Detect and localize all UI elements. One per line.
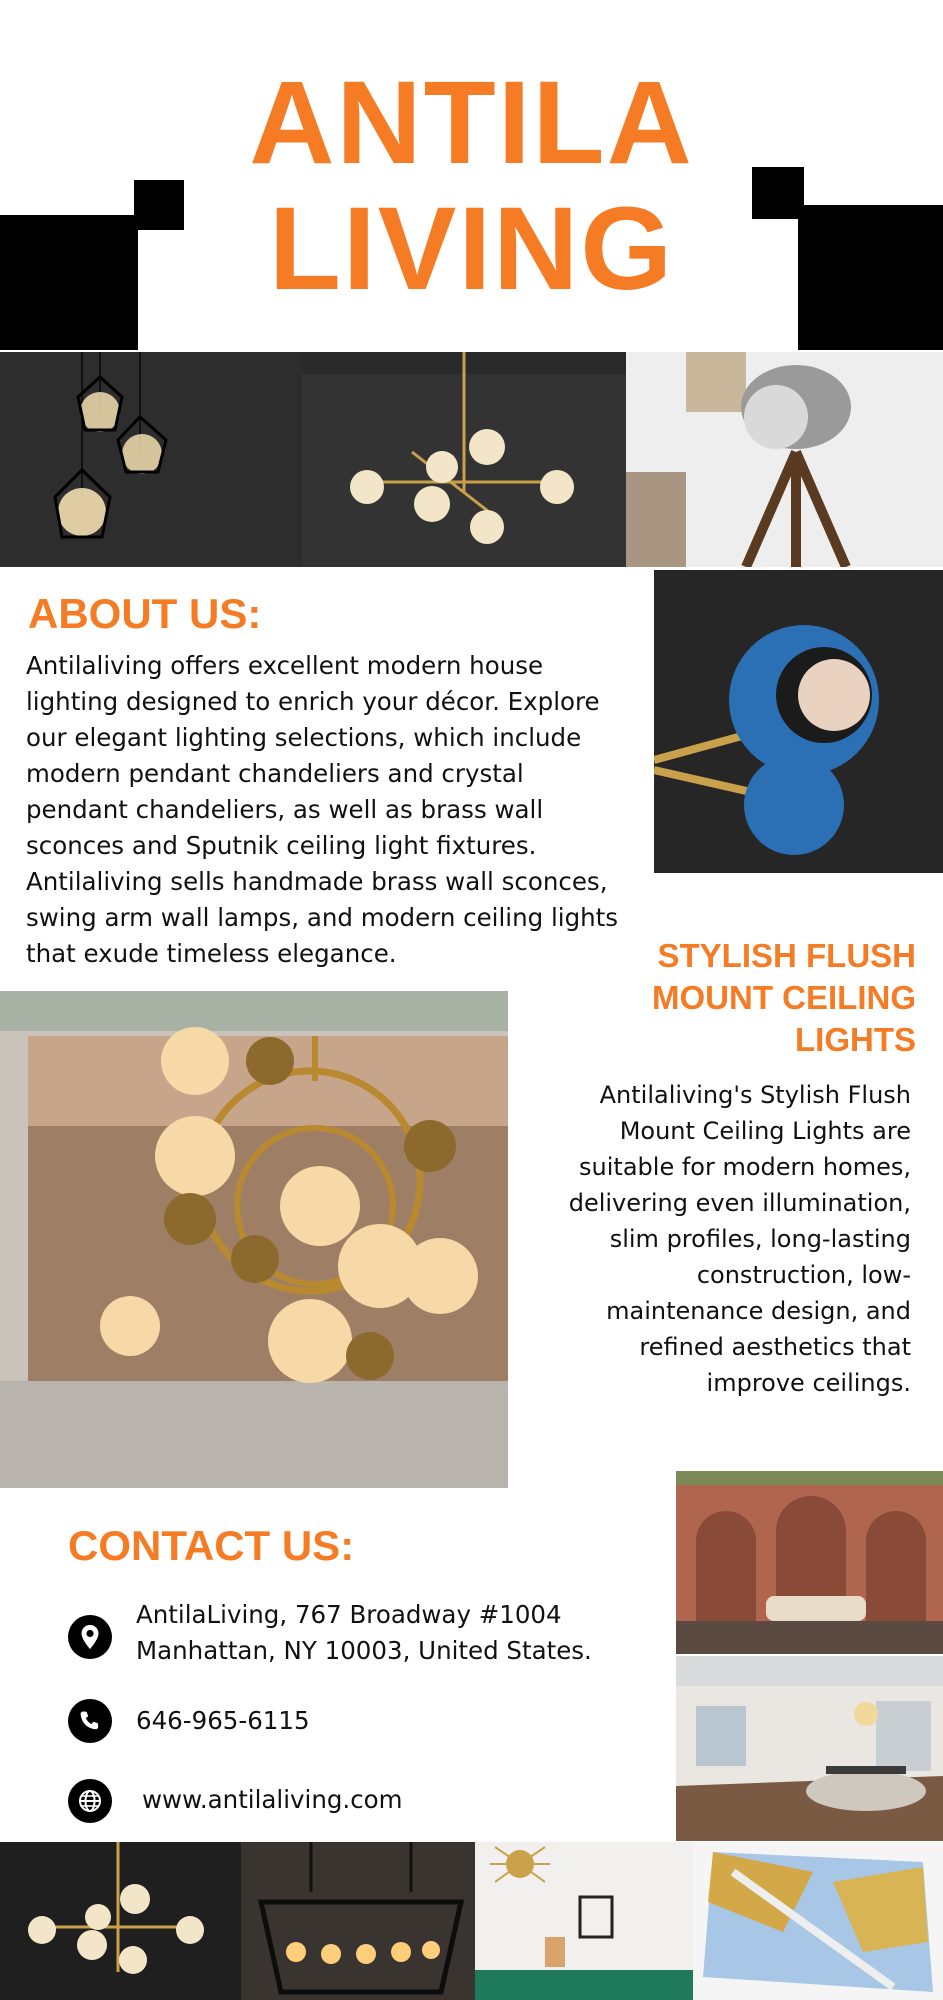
brand-title [0,57,943,315]
photo-ring-chandelier [0,991,508,1488]
photo-geometric-pendants [0,352,302,567]
about-text: Antilaliving offers excellent modern house lighting designed to enrich your décor. Explore our elegant lighting selections, which include modern pendant chandeliers and crystal pendant chandeliers, as well as brass wall sconces and Sputnik ceiling light fixtures. Antilaliving sells handmade brass wall sconces, swing arm wall lamps, and modern ceiling lights that exude timeless elegance. [26,651,619,968]
flush-heading-line2: MOUNT CEILING [652,979,916,1016]
photo-blue-sconce [654,570,943,873]
photo-sky-ceiling-panel [693,1842,943,2000]
photo-sputnik-wall-decor [475,1842,693,2000]
photo-terracotta-arches [676,1471,943,1654]
photo-tripod-lamp [626,352,943,567]
phone-icon [68,1699,112,1743]
photo-lantern-pendant [241,1842,475,2000]
flush-heading [476,935,916,1061]
globe-icon [68,1779,112,1823]
contact-address [136,1597,592,1669]
photo-dining-room [676,1656,943,1841]
contact-phone[interactable]: 646-965-6115 [136,1706,310,1735]
photo-brass-globe-chandelier [0,1842,241,2000]
contact-website[interactable]: www.antilaliving.com [142,1785,403,1814]
contact-address-line2: Manhattan, NY 10003, United States. [136,1636,592,1665]
flush-text: Antilaliving's Stylish Flush Mount Ceiling Lights are suitable for modern homes, delivering even illumination, slim profiles, long-lasting construction, low-maintenance design, and refined aesthetics that improve ceilings. [568,1081,911,1397]
contact-heading: CONTACT US: [68,1522,355,1569]
contact-address-line1: AntilaLiving, 767 Broadway #1004 [136,1600,562,1629]
flush-heading-line1: STYLISH FLUSH [657,937,916,974]
flush-heading-line3: LIGHTS [795,1021,916,1058]
brand-title-line2: LIVING [268,183,675,315]
location-pin-icon [68,1615,112,1659]
about-heading: ABOUT US: [28,590,262,637]
brand-title-line1: ANTILA [249,57,694,189]
photo-globe-chandelier [302,352,626,567]
